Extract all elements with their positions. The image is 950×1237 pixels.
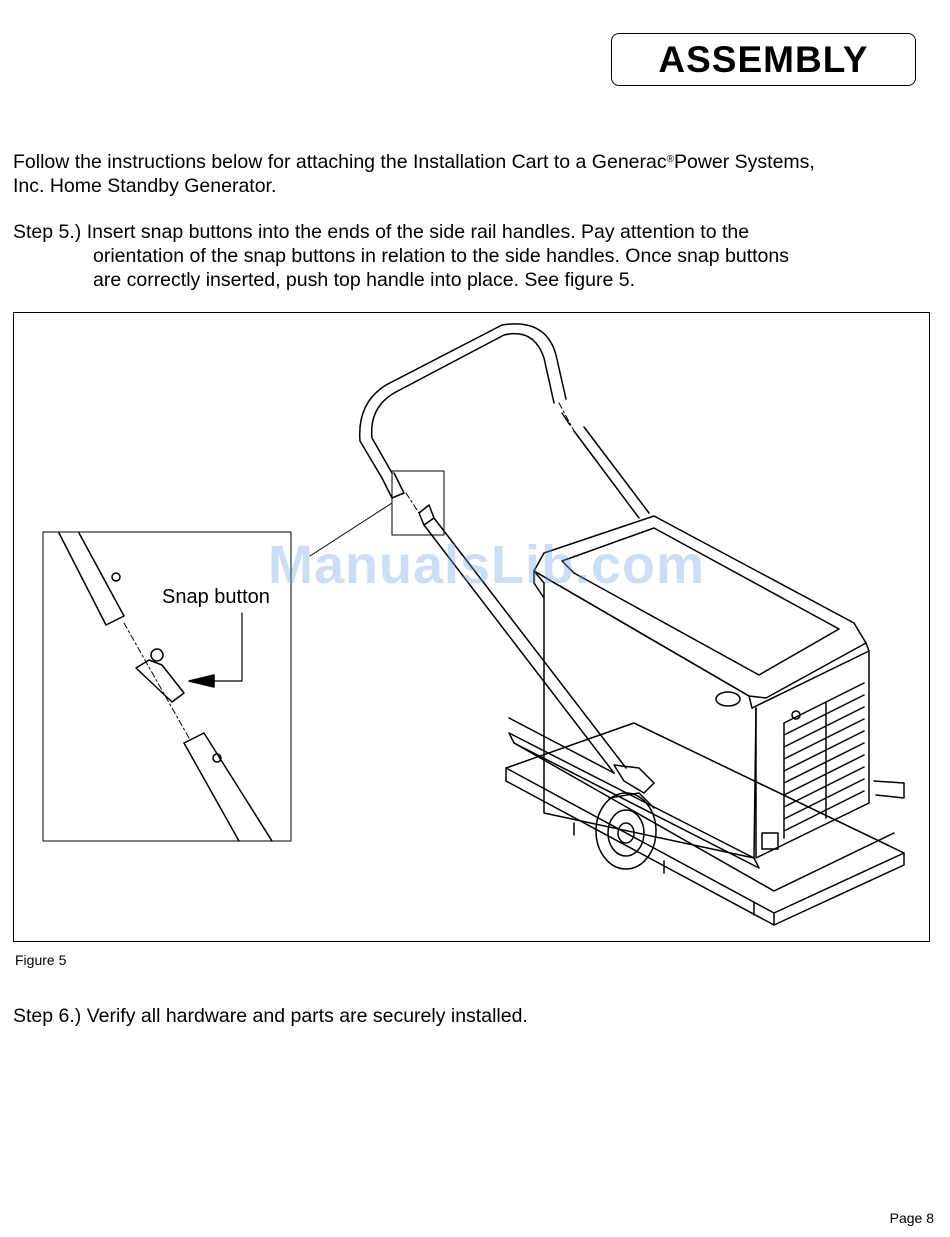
detail-callout-box xyxy=(392,471,444,535)
step5-line2: orientation of the snap buttons in relation to the side handles. Once snap buttons xyxy=(93,245,789,267)
registered-mark: ® xyxy=(666,154,674,165)
generator-drawing xyxy=(534,516,869,858)
snap-button-label: Snap button xyxy=(162,586,270,608)
inset-detail-drawing xyxy=(59,533,272,841)
figure-caption: Figure 5 xyxy=(15,952,67,968)
step5-line3: are correctly inserted, push top handle into place. See figure 5. xyxy=(93,269,635,291)
intro-line1-a: Follow the instructions below for attaching the Installation Cart to a Generac xyxy=(13,151,667,173)
callout-leader-line xyxy=(310,503,392,556)
step5-paragraph xyxy=(13,220,938,292)
intro-line2: Inc. Home Standby Generator. xyxy=(13,175,277,197)
section-title-box xyxy=(611,33,916,86)
step6-paragraph: Step 6.) Verify all hardware and parts are securely installed. xyxy=(13,1005,528,1027)
watermark: ManualsLib.com xyxy=(268,535,706,595)
figure-5-illustration xyxy=(14,313,931,943)
handle-drawing xyxy=(360,324,649,773)
inset-detail-box xyxy=(43,532,291,841)
section-title: ASSEMBLY xyxy=(658,38,869,80)
intro-line1-b: Power Systems, xyxy=(673,151,815,173)
intro-paragraph xyxy=(13,148,938,198)
figure-5-frame xyxy=(13,312,930,942)
page-number: Page 8 xyxy=(889,1210,934,1226)
step5-line1: Step 5.) Insert snap buttons into the ends of the side rail handles. Pay attention to the xyxy=(13,221,750,243)
